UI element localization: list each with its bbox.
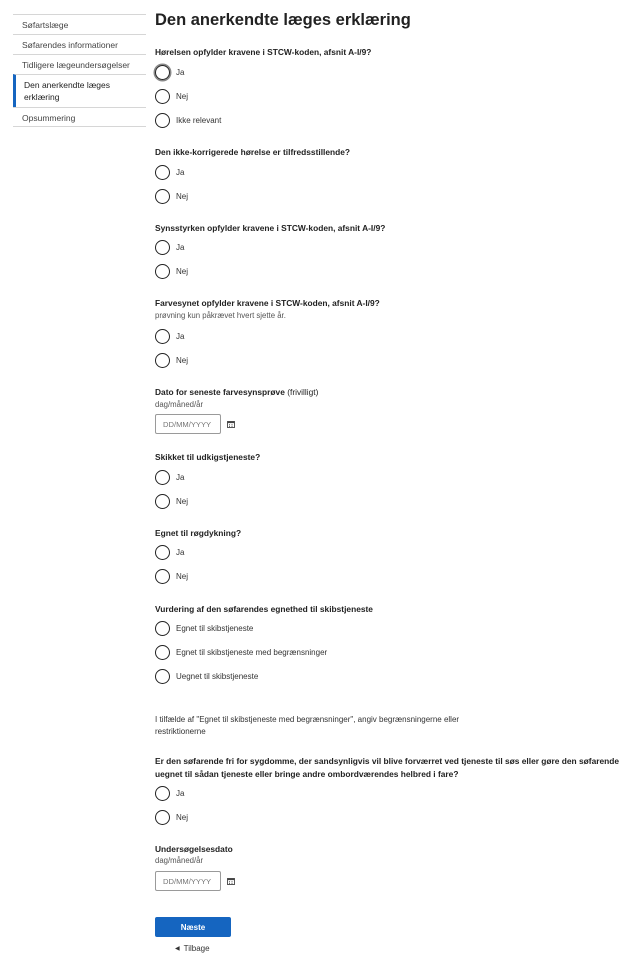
radio-label: Ja: [176, 472, 185, 482]
radio-uncorrected-hearing-yes[interactable]: [155, 163, 184, 181]
question-exam-date-label: Undersøgelsesdato: [155, 844, 233, 854]
radio-label: Nej: [176, 91, 189, 101]
radio-hearing-not-relevant[interactable]: [155, 111, 221, 129]
radio-smoke-diving-no[interactable]: [155, 567, 188, 585]
radio-label: Ikke relevant: [176, 115, 222, 125]
radio-circle[interactable]: [155, 569, 170, 584]
radio-hearing-no[interactable]: [155, 87, 188, 105]
question-color-vision-hint: prøvning kun påkrævet hvert sjette år.: [155, 311, 286, 320]
radio-fit-with-limitations[interactable]: [155, 643, 327, 661]
question-color-vision-label: Farvesynet opfylder kravene i STCW-koden, afsnit A-I/9?: [155, 298, 380, 308]
radio-circle[interactable]: [155, 810, 170, 825]
radio-disease-free-no[interactable]: [155, 808, 188, 826]
sidebar-item-sofartslaege[interactable]: Søfartslæge: [13, 14, 146, 34]
radio-label: Nej: [176, 191, 189, 201]
radio-color-vision-no[interactable]: [155, 351, 188, 369]
radio-circle[interactable]: [155, 329, 170, 344]
radio-circle[interactable]: [155, 645, 170, 660]
radio-circle[interactable]: [155, 65, 170, 80]
back-label: Tilbage: [183, 944, 210, 953]
question-color-test-date-text: Dato for seneste farvesynsprøve: [155, 387, 285, 397]
question-disease-free-label: Er den søfarende fri for sygdomme, der sandsynligvis vil blive forværret ved tjeneste til søs eller gøre den søfarende uegnet til sådan tjeneste eller bringe andre ombordværendes helbred i fare?: [155, 756, 620, 779]
calendar-icon[interactable]: [227, 420, 235, 428]
question-color-test-date-label: [155, 387, 318, 397]
radio-circle[interactable]: [155, 113, 170, 128]
date-format-hint: dag/måned/år: [155, 856, 204, 865]
radio-fit-for-service[interactable]: [155, 619, 253, 637]
question-lookout-label: Skikket til udkigstjeneste?: [155, 452, 261, 462]
question-fitness-label: Vurdering af den søfarendes egnethed til skibstjeneste: [155, 604, 373, 614]
radio-label: Egnet til skibstjeneste med begrænsninger: [176, 647, 328, 657]
radio-lookout-yes[interactable]: [155, 468, 184, 486]
radio-circle[interactable]: [155, 494, 170, 509]
sidebar-item-opsummering[interactable]: Opsummering: [13, 107, 146, 127]
radio-circle[interactable]: [155, 240, 170, 255]
radio-circle[interactable]: [155, 470, 170, 485]
radio-unfit-for-service[interactable]: [155, 667, 258, 685]
radio-circle[interactable]: [155, 165, 170, 180]
radio-label: Ja: [176, 67, 185, 77]
radio-lookout-no[interactable]: [155, 492, 188, 510]
next-button[interactable]: Næste: [155, 917, 231, 937]
color-test-date-input[interactable]: [155, 414, 221, 434]
question-smoke-diving-label: Egnet til røgdykning?: [155, 528, 242, 538]
calendar-icon[interactable]: [227, 877, 235, 885]
radio-circle[interactable]: [155, 545, 170, 560]
radio-visual-acuity-no[interactable]: [155, 262, 188, 280]
back-link[interactable]: [175, 944, 210, 953]
radio-label: Egnet til skibstjeneste: [176, 623, 254, 633]
limitations-note: I tilfælde af "Egnet til skibstjeneste med begrænsninger", angiv begrænsningerne eller restriktionerne: [155, 715, 460, 736]
radio-label: Ja: [176, 547, 185, 557]
radio-label: Nej: [176, 571, 189, 581]
radio-label: Nej: [176, 812, 189, 822]
radio-disease-free-yes[interactable]: [155, 784, 184, 802]
page-title: Den anerkendte læges erklæring: [155, 11, 411, 29]
radio-label: Nej: [176, 355, 189, 365]
radio-visual-acuity-yes[interactable]: [155, 238, 184, 256]
radio-circle[interactable]: [155, 669, 170, 684]
sidebar-item-tidligere-laegeundersogelser[interactable]: Tidligere lægeundersøgelser: [13, 54, 146, 74]
radio-circle[interactable]: [155, 89, 170, 104]
radio-circle[interactable]: [155, 264, 170, 279]
sidebar-item-sofarendes-informationer[interactable]: Søfarendes informationer: [13, 34, 146, 54]
question-visual-acuity-label: Synsstyrken opfylder kravene i STCW-koden, afsnit A-I/9?: [155, 223, 386, 233]
exam-date-input[interactable]: [155, 871, 221, 891]
radio-circle[interactable]: [155, 621, 170, 636]
radio-label: Ja: [176, 167, 185, 177]
radio-circle[interactable]: [155, 786, 170, 801]
question-uncorrected-hearing-label: Den ikke-korrigerede hørelse er tilfredsstillende?: [155, 147, 351, 157]
radio-color-vision-yes[interactable]: [155, 327, 184, 345]
radio-label: Nej: [176, 496, 189, 506]
radio-label: Ja: [176, 331, 185, 341]
radio-label: Nej: [176, 266, 189, 276]
radio-circle[interactable]: [155, 189, 170, 204]
sidebar-item-laeges-erklaering[interactable]: Den anerkendte læges erklæring: [13, 74, 146, 107]
radio-label: Ja: [176, 788, 185, 798]
radio-uncorrected-hearing-no[interactable]: [155, 187, 188, 205]
chevron-left-icon: ◀: [175, 946, 180, 952]
question-hearing-label: Hørelsen opfylder kravene i STCW-koden, afsnit A-I/9?: [155, 47, 372, 57]
radio-hearing-yes[interactable]: [155, 63, 184, 81]
date-format-hint: dag/måned/år: [155, 400, 204, 409]
radio-smoke-diving-yes[interactable]: [155, 543, 184, 561]
sidebar-nav: [13, 14, 146, 127]
radio-label: Uegnet til skibstjeneste: [176, 671, 259, 681]
radio-label: Ja: [176, 242, 185, 252]
optional-tag: (frivilligt): [287, 387, 319, 397]
radio-circle[interactable]: [155, 353, 170, 368]
